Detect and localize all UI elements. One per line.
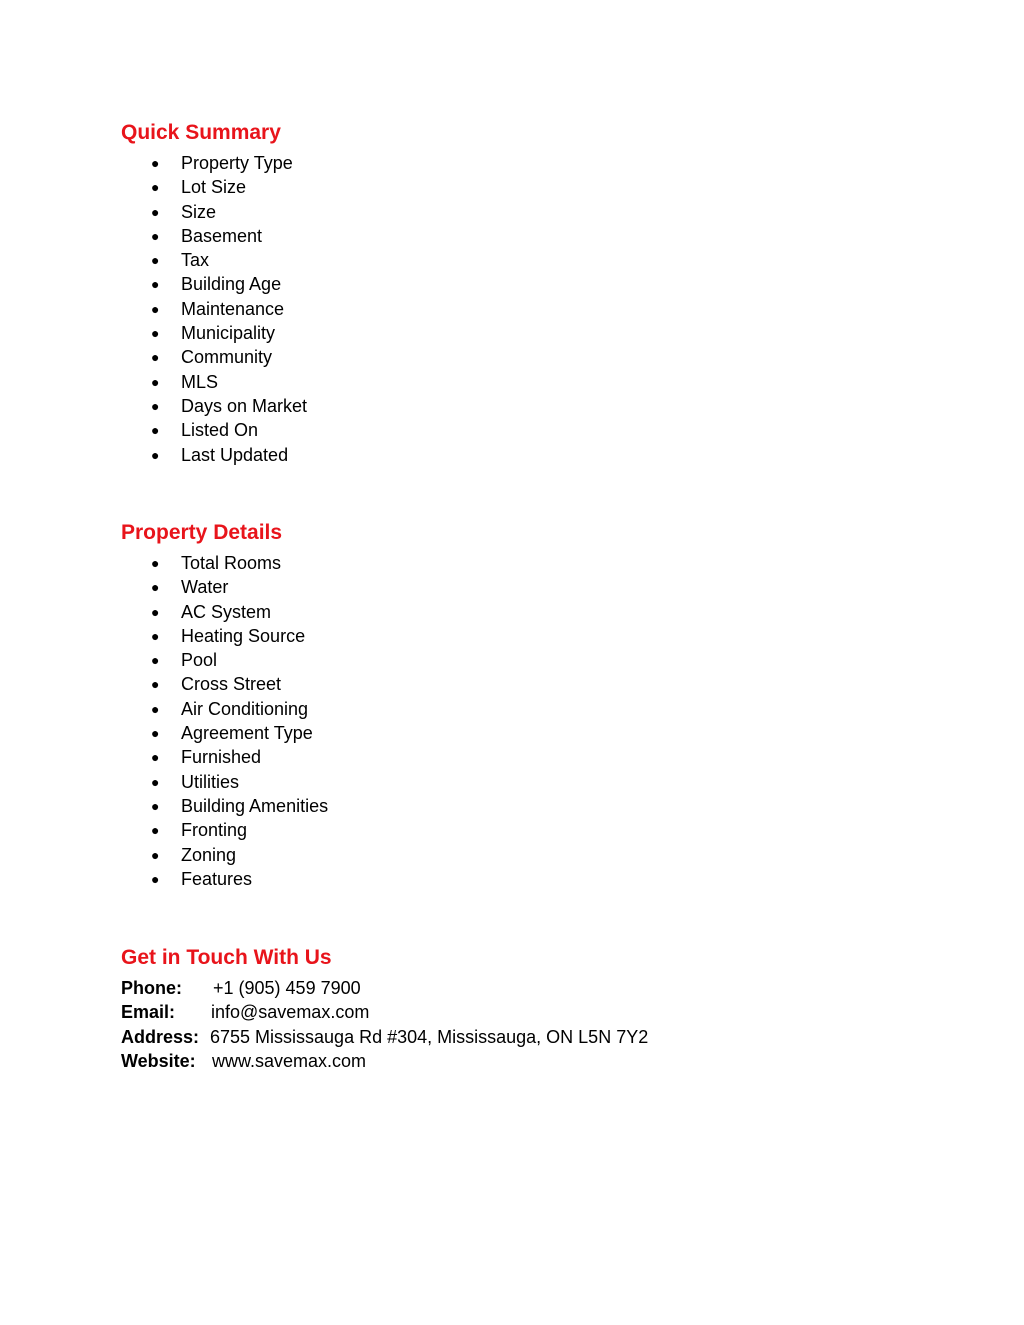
property-details-item bbox=[121, 843, 981, 867]
property-details-item-label: Pool bbox=[181, 650, 218, 671]
bullet-icon: ● bbox=[151, 676, 160, 693]
property-details-item bbox=[121, 745, 981, 769]
property-details-item-label: Agreement Type bbox=[181, 723, 313, 744]
property-details-item bbox=[121, 818, 981, 842]
quick-summary-section bbox=[121, 119, 981, 467]
phone-value: +1 (905) 459 7900 bbox=[213, 978, 361, 998]
quick-summary-item-label: Listed On bbox=[181, 420, 259, 441]
property-details-item-label: Furnished bbox=[181, 747, 262, 768]
quick-summary-heading: Quick Summary bbox=[121, 121, 281, 144]
quick-summary-item bbox=[121, 418, 981, 442]
bullet-icon: ● bbox=[151, 627, 160, 644]
bullet-icon: ● bbox=[151, 446, 160, 463]
bullet-icon: ● bbox=[151, 773, 160, 790]
property-details-item bbox=[121, 624, 981, 648]
bullet-icon: ● bbox=[151, 422, 160, 439]
property-details-item-label: Air Conditioning bbox=[181, 698, 309, 719]
bullet-icon: ● bbox=[151, 603, 160, 620]
contact-details bbox=[121, 976, 981, 1073]
quick-summary-item bbox=[121, 443, 981, 467]
property-details-item-label: Utilities bbox=[181, 771, 240, 792]
property-details-item bbox=[121, 551, 981, 575]
property-details-item bbox=[121, 672, 981, 696]
bullet-icon: ● bbox=[151, 797, 160, 814]
property-details-item bbox=[121, 697, 981, 721]
bullet-icon: ● bbox=[151, 155, 160, 171]
website-value: www.savemax.com bbox=[212, 1050, 367, 1071]
bullet-icon: ● bbox=[151, 252, 160, 269]
property-details-item bbox=[121, 721, 981, 745]
bullet-icon: ● bbox=[151, 179, 160, 196]
website-label: Website: bbox=[121, 1050, 196, 1071]
property-details-item bbox=[121, 794, 981, 818]
contact-heading: Get in Touch With Us bbox=[121, 946, 332, 969]
property-details-item-label: Features bbox=[181, 868, 253, 889]
property-details-section bbox=[121, 519, 981, 891]
quick-summary-item-label: Tax bbox=[181, 250, 210, 271]
bullet-icon: ● bbox=[151, 555, 160, 571]
quick-summary-item-label: Basement bbox=[181, 225, 263, 246]
bullet-icon: ● bbox=[151, 749, 160, 766]
property-details-item-label: Zoning bbox=[181, 844, 237, 865]
quick-summary-item-label: Maintenance bbox=[181, 298, 285, 319]
bullet-icon: ● bbox=[151, 227, 160, 244]
bullet-icon: ● bbox=[151, 822, 160, 839]
bullet-icon: ● bbox=[151, 700, 160, 717]
quick-summary-item bbox=[121, 345, 981, 369]
property-details-item bbox=[121, 867, 981, 891]
quick-summary-item bbox=[121, 151, 981, 175]
property-details-heading: Property Details bbox=[121, 521, 283, 544]
quick-summary-item bbox=[121, 370, 981, 394]
quick-summary-item-label: Last Updated bbox=[181, 444, 289, 465]
bullet-icon: ● bbox=[151, 300, 160, 317]
quick-summary-item bbox=[121, 175, 981, 199]
bullet-icon: ● bbox=[151, 652, 160, 669]
bullet-icon: ● bbox=[151, 725, 160, 742]
quick-summary-item bbox=[121, 248, 981, 272]
address-value: 6755 Mississauga Rd #304, Mississauga, ON L5N 7Y2 bbox=[210, 1026, 649, 1047]
bullet-icon: ● bbox=[151, 373, 160, 390]
property-details-item bbox=[121, 770, 981, 794]
bullet-icon: ● bbox=[151, 846, 160, 863]
quick-summary-item-label: Property Type bbox=[181, 153, 293, 173]
address-label: Address: bbox=[121, 1026, 200, 1047]
property-details-item bbox=[121, 600, 981, 624]
property-details-list bbox=[121, 551, 981, 891]
property-details-item-label: Total Rooms bbox=[181, 553, 282, 573]
contact-email-row bbox=[121, 1000, 981, 1024]
quick-summary-item-label: Size bbox=[181, 201, 217, 222]
email-label: Email: bbox=[121, 1002, 176, 1023]
property-details-item bbox=[121, 575, 981, 599]
quick-summary-item-label: Municipality bbox=[181, 323, 276, 344]
quick-summary-item bbox=[121, 200, 981, 224]
phone-label: Phone: bbox=[121, 978, 182, 998]
quick-summary-item-label: Building Age bbox=[181, 274, 282, 295]
property-details-item-label: Water bbox=[181, 577, 229, 598]
quick-summary-item-label: Community bbox=[181, 347, 273, 368]
quick-summary-item-label: Lot Size bbox=[181, 177, 247, 198]
property-details-item-label: Cross Street bbox=[181, 674, 282, 695]
quick-summary-item bbox=[121, 272, 981, 296]
contact-website-row bbox=[121, 1049, 981, 1073]
property-details-item-label: AC System bbox=[181, 601, 272, 622]
bullet-icon: ● bbox=[151, 579, 160, 596]
property-details-item-label: Fronting bbox=[181, 820, 248, 841]
bullet-icon: ● bbox=[151, 276, 160, 293]
quick-summary-item-label: MLS bbox=[181, 371, 219, 392]
property-details-item-label: Heating Source bbox=[181, 625, 306, 646]
quick-summary-item bbox=[121, 321, 981, 345]
bullet-icon: ● bbox=[151, 870, 160, 887]
quick-summary-item-label: Days on Market bbox=[181, 395, 308, 416]
contact-address-row bbox=[121, 1025, 981, 1049]
quick-summary-item bbox=[121, 297, 981, 321]
bullet-icon: ● bbox=[151, 203, 160, 220]
quick-summary-item bbox=[121, 224, 981, 248]
property-details-item bbox=[121, 648, 981, 672]
contact-phone-row bbox=[121, 976, 981, 1000]
contact-section bbox=[121, 944, 981, 1073]
bullet-icon: ● bbox=[151, 325, 160, 342]
bullet-icon: ● bbox=[151, 349, 160, 366]
property-details-item-label: Building Amenities bbox=[181, 795, 329, 816]
quick-summary-list bbox=[121, 151, 981, 467]
email-value: info@savemax.com bbox=[211, 1002, 370, 1023]
bullet-icon: ● bbox=[151, 397, 160, 414]
quick-summary-item bbox=[121, 394, 981, 418]
